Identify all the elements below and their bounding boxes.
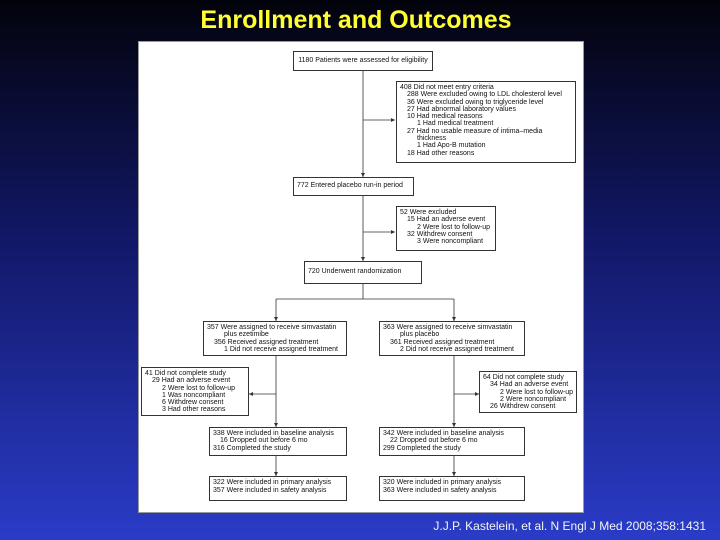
left-assignment-box bbox=[203, 321, 347, 356]
right-final-line: 363 Were included in safety analysis bbox=[383, 487, 497, 494]
left-assignment-head2: plus ezetimibe bbox=[224, 331, 269, 339]
consort-diagram bbox=[138, 41, 584, 513]
entry-exclusion-item: 288 Were excluded owing to LDL cholesterol level bbox=[407, 91, 562, 99]
left-baseline-line: 338 Were included in baseline analysis bbox=[213, 430, 334, 437]
runin-exclusion-item: 3 Were noncompliant bbox=[417, 238, 484, 246]
left-assignment-item: 1 Did not receive assigned treatment bbox=[224, 345, 339, 353]
entry-exclusion-item: thickness bbox=[417, 135, 447, 143]
citation: J.J.P. Kastelein, et al. N Engl J Med 2008;358:1431 bbox=[433, 519, 706, 533]
right-baseline-line: 342 Were included in baseline analysis bbox=[383, 430, 504, 437]
left-incomplete-item: 3 Had other reasons bbox=[162, 406, 226, 414]
left-final-line: 322 Were included in primary analysis bbox=[213, 479, 332, 486]
right-assignment-head: 363 Were assigned to receive simvastatin bbox=[383, 324, 513, 331]
right-incomplete-item: 34 Had an adverse event bbox=[490, 381, 569, 389]
runin-exclusion-item: 15 Had an adverse event bbox=[407, 216, 486, 224]
runin-box bbox=[293, 177, 414, 196]
right-baseline-box bbox=[379, 427, 525, 456]
right-assignment-item: 2 Did not receive assigned treatment bbox=[400, 345, 515, 353]
left-baseline-line: 16 Dropped out before 6 mo bbox=[220, 437, 308, 445]
left-final-box bbox=[209, 476, 347, 501]
left-assignment-head: 357 Were assigned to receive simvastatin bbox=[207, 324, 337, 331]
randomized-label: 720 Underwent randomization bbox=[308, 268, 402, 275]
entry-exclusion-item: 36 Were excluded owing to triglyceride level bbox=[407, 98, 544, 106]
runin-label: 772 Entered placebo run-in period bbox=[297, 182, 403, 189]
entry-exclusion-item: 27 Had abnormal laboratory values bbox=[407, 105, 516, 113]
right-incomplete-item: 2 Were noncompliant bbox=[500, 395, 567, 403]
left-incomplete-item: 6 Withdrew consent bbox=[162, 399, 224, 407]
right-baseline-line: 22 Dropped out before 6 mo bbox=[390, 437, 478, 445]
runin-exclusion-box bbox=[396, 206, 496, 251]
assessed-box bbox=[293, 51, 433, 71]
entry-exclusion-head: 408 Did not meet entry criteria bbox=[400, 84, 494, 91]
left-baseline-box bbox=[209, 427, 347, 456]
right-assignment-item: 361 Received assigned treatment bbox=[390, 338, 495, 346]
runin-exclusion-head: 52 Were excluded bbox=[400, 209, 457, 216]
left-incomplete-item: 2 Were lost to follow-up bbox=[162, 384, 236, 392]
entry-exclusion-item: 10 Had medical reasons bbox=[407, 113, 483, 121]
entry-exclusion-item: 1 Had Apo-B mutation bbox=[417, 142, 486, 150]
left-incomplete-item: 1 Was noncompliant bbox=[162, 391, 226, 399]
left-incomplete-head: 41 Did not complete study bbox=[145, 370, 226, 377]
right-final-box bbox=[379, 476, 525, 501]
runin-exclusion-item: 32 Withdrew consent bbox=[407, 230, 473, 238]
randomized-box bbox=[304, 261, 422, 284]
left-incomplete-item: 29 Had an adverse event bbox=[152, 377, 231, 385]
right-incomplete-item: 26 Withdrew consent bbox=[490, 403, 556, 411]
right-incomplete-head: 64 Did not complete study bbox=[483, 374, 564, 381]
left-assignment-item: 356 Received assigned treatment bbox=[214, 338, 319, 346]
right-baseline-line: 299 Completed the study bbox=[383, 444, 461, 452]
entry-exclusion-item: 18 Had other reasons bbox=[407, 149, 475, 157]
left-baseline-line: 316 Completed the study bbox=[213, 444, 291, 452]
left-incomplete-box bbox=[141, 367, 249, 416]
entry-exclusion-box bbox=[396, 81, 576, 163]
slide-title: Enrollment and Outcomes bbox=[200, 6, 512, 34]
entry-exclusion-item: 27 Had no usable measure of intima–media bbox=[407, 127, 543, 135]
right-assignment-head2: plus placebo bbox=[400, 331, 440, 339]
right-final-line: 320 Were included in primary analysis bbox=[383, 479, 502, 486]
right-assignment-box bbox=[379, 321, 525, 356]
right-incomplete-item: 2 Were lost to follow-up bbox=[500, 388, 574, 396]
entry-exclusion-item: 1 Had medical treatment bbox=[417, 120, 494, 128]
right-incomplete-box bbox=[479, 371, 577, 413]
assessed-label: 1180 Patients were assessed for eligibility bbox=[298, 57, 428, 64]
runin-exclusion-item: 2 Were lost to follow-up bbox=[417, 223, 491, 231]
left-final-line: 357 Were included in safety analysis bbox=[213, 487, 327, 494]
